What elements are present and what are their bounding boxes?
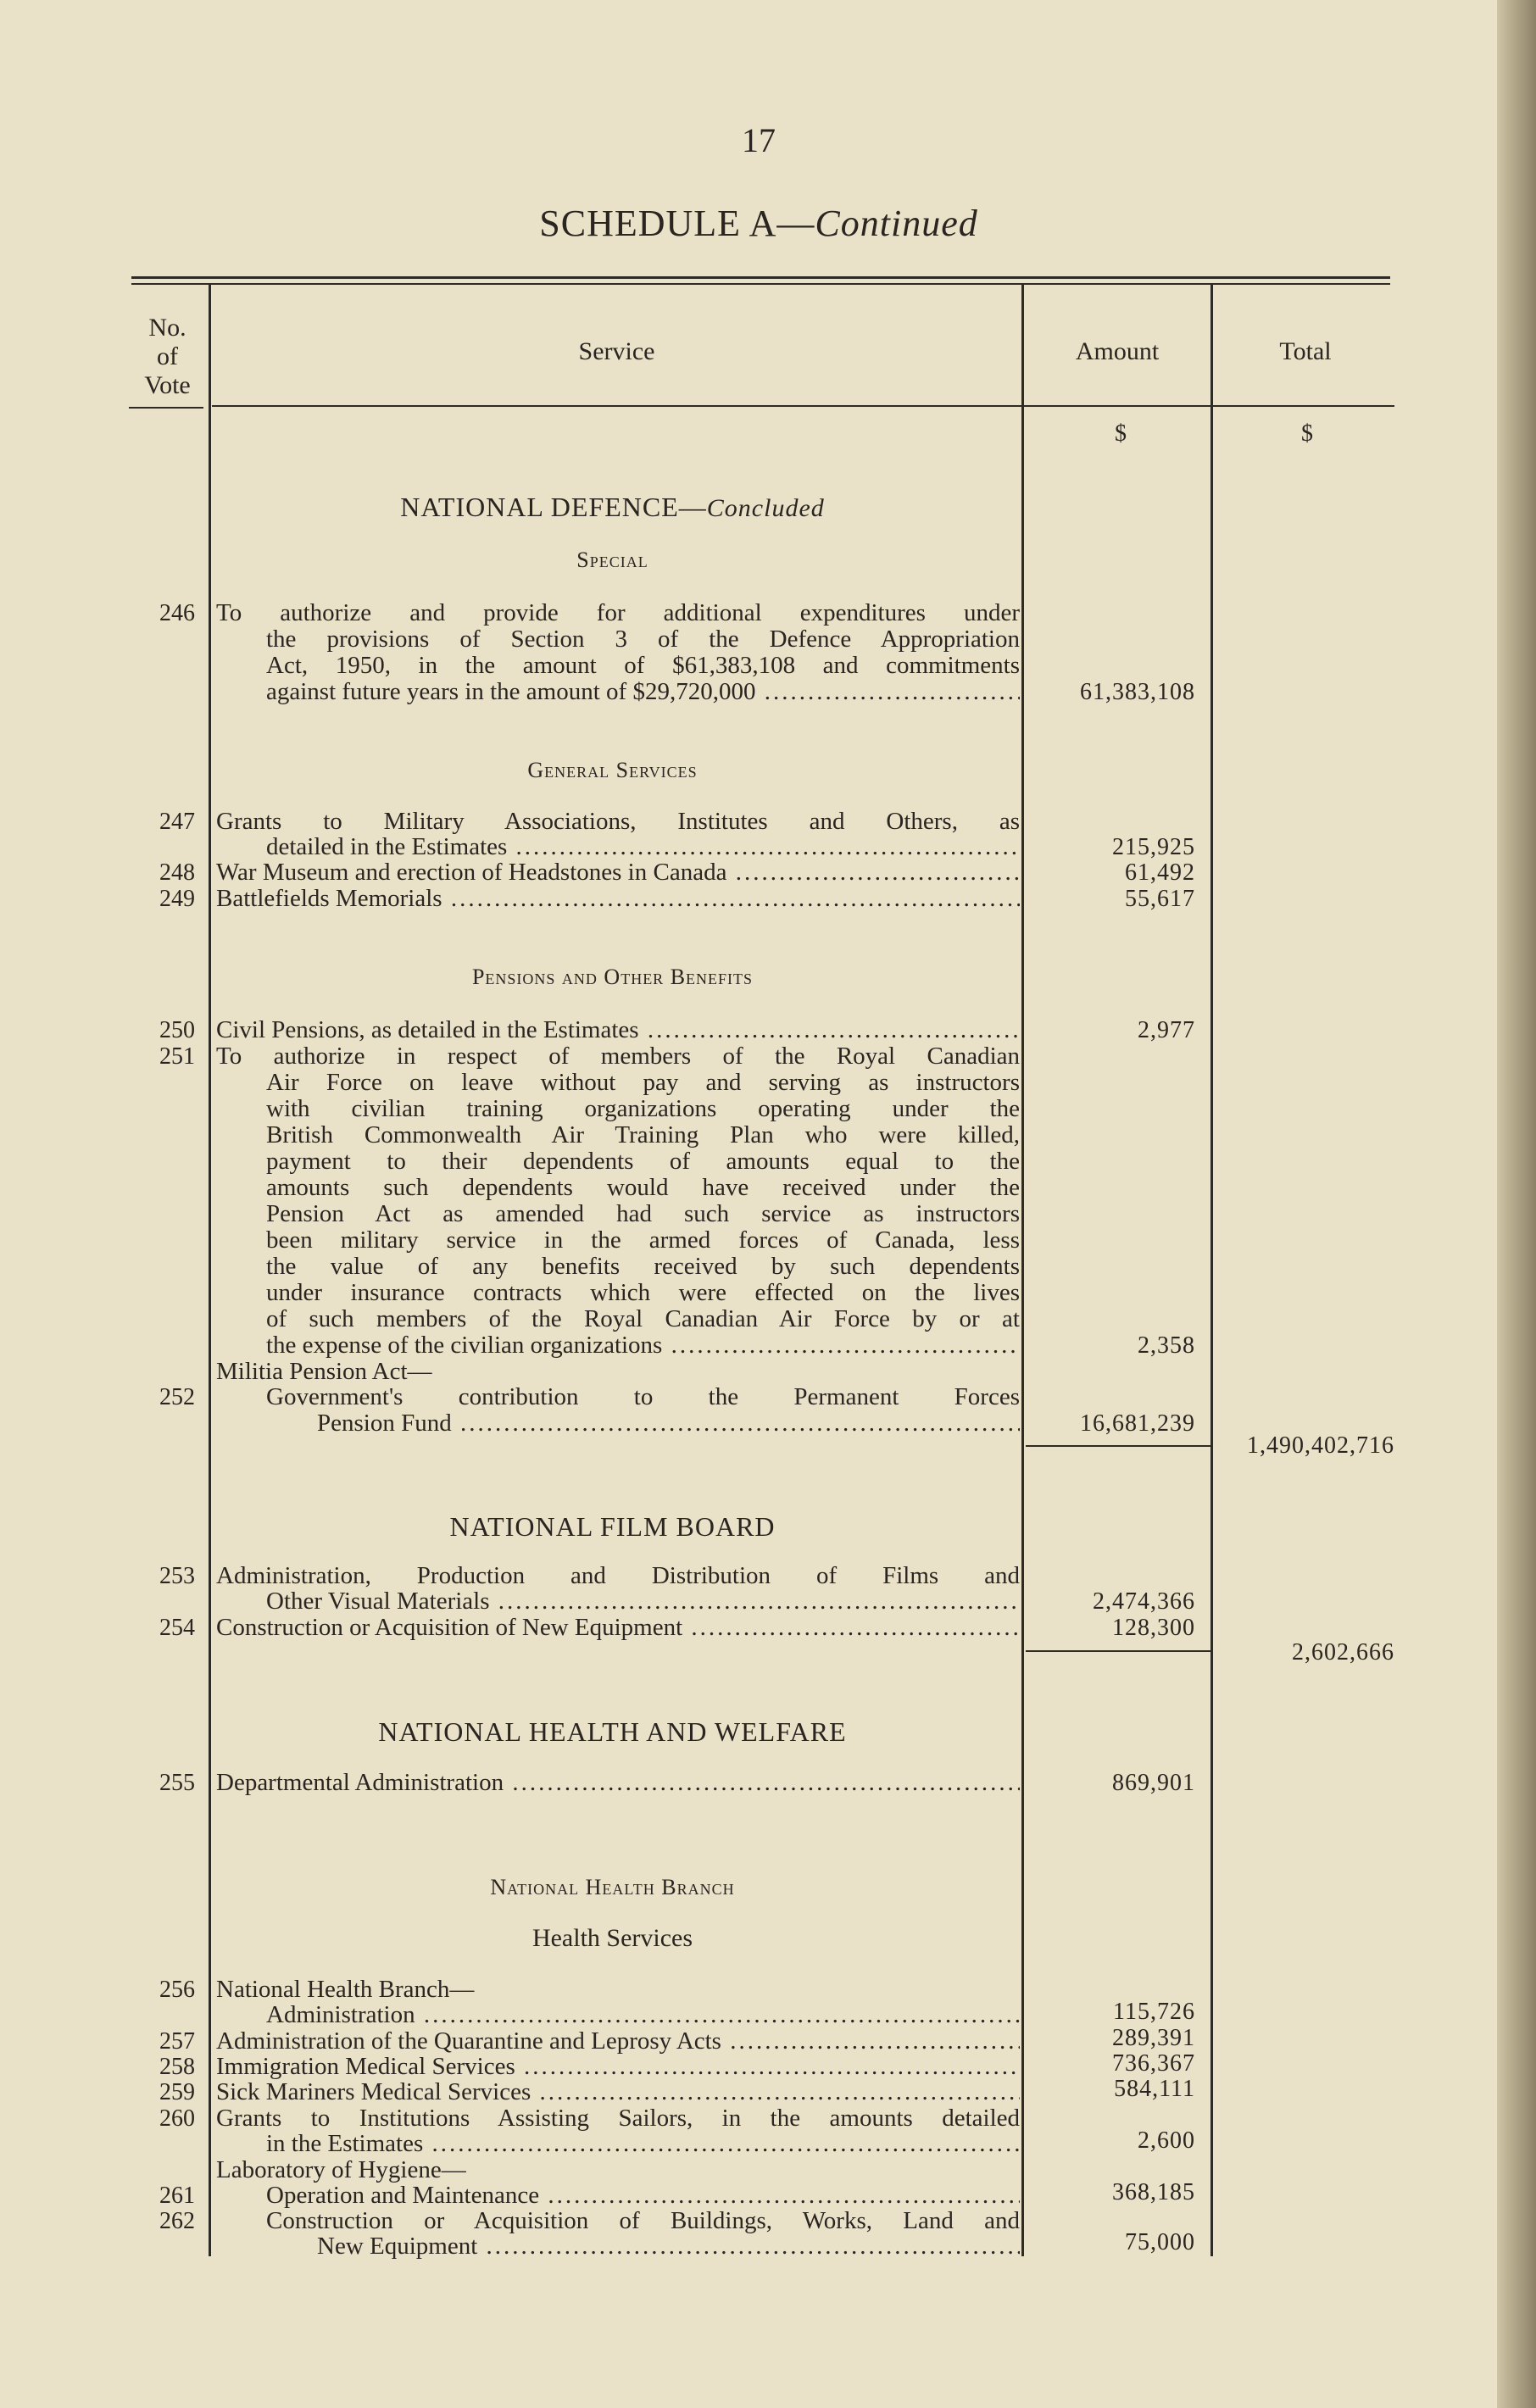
top-rule-thick — [131, 276, 1390, 279]
service-line: detailed in the Estimates ..... — [266, 834, 1020, 860]
service-line: Air Force on leave without pay and serving as instructors — [266, 1070, 1020, 1096]
section-national-health-welfare: NATIONAL HEALTH AND WELFARE — [378, 1716, 847, 1747]
section-national-defence — [203, 492, 1021, 523]
service-line: British Commonwealth Air Training Plan who were killed, — [266, 1122, 1020, 1148]
service-line: National Health Branch— — [216, 1977, 475, 2003]
amount-value: 2,474,366 — [1093, 1588, 1195, 1615]
service-line: in the Estimates ..... — [266, 2131, 1020, 2157]
service-line: against future years in the amount of $29,720,000 ..... — [266, 679, 1020, 705]
service-line: To authorize and provide for additional expenditures under — [216, 600, 1020, 626]
subsection-general-services: General Services — [527, 758, 698, 782]
vote-number: 252 — [159, 1384, 195, 1410]
header-vote — [127, 314, 208, 400]
service-line: the value of any benefits received by such dependents — [266, 1254, 1020, 1280]
vote-number: 246 — [159, 600, 195, 626]
vote-number: 257 — [159, 2028, 195, 2055]
schedule-title — [0, 202, 1517, 245]
total-value: 1,490,402,716 — [1247, 1432, 1394, 1459]
header-vote-line: Vote — [144, 371, 191, 399]
vote-number: 253 — [159, 1563, 195, 1589]
amount-value: 61,383,108 — [1080, 679, 1195, 705]
page-number: 17 — [742, 121, 776, 159]
service-line: amounts such dependents would have received under the — [266, 1175, 1020, 1201]
service-line: New Equipment ..... — [317, 2233, 1020, 2260]
vote-number: 250 — [159, 1017, 195, 1043]
service-line: the expense of the civilian organizations ..... — [266, 1332, 1020, 1359]
column-divider-total — [1210, 285, 1213, 2256]
vote-number: 249 — [159, 886, 195, 912]
amount-value: 289,391 — [1112, 2025, 1195, 2051]
amount-value: 368,185 — [1112, 2179, 1195, 2205]
service-line: Construction or Acquisition of New Equipment ..... — [216, 1615, 1020, 1641]
amount-value: 2,358 — [1138, 1332, 1195, 1359]
amount-value: 75,000 — [1125, 2229, 1195, 2255]
header-rule-main — [212, 405, 1394, 407]
amount-value: 869,901 — [1112, 1770, 1195, 1796]
amount-currency: $ — [1115, 420, 1127, 447]
title-main: SCHEDULE A— — [539, 203, 815, 244]
service-line: Pension Act as amended had such service as instructors — [266, 1201, 1020, 1227]
header-service: Service — [578, 337, 655, 365]
header-amount: Amount — [1075, 337, 1160, 365]
subsection-national-health-branch: National Health Branch — [490, 1875, 735, 1899]
amount-value: 128,300 — [1112, 1615, 1195, 1641]
service-line: Operation and Maintenance ..... — [266, 2183, 1020, 2209]
service-line: payment to their dependents of amounts equal to the — [266, 1148, 1020, 1175]
section-national-film-board: NATIONAL FILM BOARD — [449, 1511, 776, 1542]
header-rule-vote — [129, 407, 203, 409]
service-line: Administration, Production and Distribution of Films and — [216, 1563, 1020, 1589]
service-line: Laboratory of Hygiene— — [216, 2157, 466, 2183]
vote-number: 258 — [159, 2054, 195, 2080]
subtotal-rule — [1026, 1445, 1210, 1447]
service-line: with civilian training organizations operating under the — [266, 1096, 1020, 1122]
service-line: Grants to Institutions Assisting Sailors, in the amounts detailed — [216, 2105, 1020, 2132]
vote-number: 260 — [159, 2105, 195, 2132]
column-divider-amount — [1021, 285, 1024, 2256]
header-total: Total — [1279, 337, 1332, 365]
service-line: under insurance contracts which were effected on the lives — [266, 1280, 1020, 1306]
service-line: To authorize in respect of members of the Royal Canadian — [216, 1043, 1020, 1070]
service-line: Government's contribution to the Permanent Forces — [266, 1384, 1020, 1410]
top-rule-thin — [131, 283, 1390, 285]
total-value: 2,602,666 — [1292, 1639, 1394, 1666]
total-currency: $ — [1301, 420, 1313, 447]
service-line: Other Visual Materials ..... — [266, 1588, 1020, 1615]
service-line: Construction or Acquisition of Buildings, Works, Land and — [266, 2208, 1020, 2234]
service-line: Administration ..... — [266, 2002, 1020, 2028]
subsection-health-services: Health Services — [531, 1924, 693, 1952]
subsection-pensions: Pensions and Other Benefits — [471, 965, 754, 989]
amount-value: 2,977 — [1138, 1017, 1195, 1043]
service-line: Immigration Medical Services ..... — [216, 2054, 1020, 2080]
service-line: Civil Pensions, as detailed in the Estimates ..... — [216, 1017, 1020, 1043]
service-line: War Museum and erection of Headstones in Canada ..... — [216, 859, 1020, 886]
page-edge-shadow — [1497, 0, 1536, 2408]
service-line: been military service in the armed forces of Canada, less — [266, 1227, 1020, 1254]
vote-number: 262 — [159, 2208, 195, 2234]
service-line: Pension Fund ..... — [317, 1410, 1020, 1437]
service-line: Militia Pension Act— — [216, 1359, 432, 1385]
amount-value: 736,367 — [1112, 2050, 1195, 2077]
amount-value: 2,600 — [1138, 2127, 1195, 2154]
amount-value: 215,925 — [1112, 834, 1195, 860]
vote-number: 251 — [159, 1043, 195, 1070]
amount-value: 16,681,239 — [1080, 1410, 1195, 1437]
amount-value: 115,726 — [1113, 1999, 1195, 2025]
amount-value: 61,492 — [1125, 859, 1195, 886]
service-line: Battlefields Memorials ..... — [216, 886, 1020, 912]
service-line: Sick Mariners Medical Services ..... — [216, 2079, 1020, 2105]
service-line: the provisions of Section 3 of the Defence Appropriation — [266, 626, 1020, 653]
vote-number: 259 — [159, 2079, 195, 2105]
service-line: of such members of the Royal Canadian Air Force by or at — [266, 1306, 1020, 1332]
vote-number: 254 — [159, 1615, 195, 1641]
section-concluded: Concluded — [706, 494, 825, 522]
column-divider-vote — [209, 285, 211, 2256]
title-continued: Continued — [815, 203, 978, 244]
subtotal-rule — [1026, 1650, 1210, 1652]
header-vote-line: of — [157, 342, 178, 370]
vote-number: 255 — [159, 1770, 195, 1796]
vote-number: 248 — [159, 859, 195, 886]
service-line: Administration of the Quarantine and Leprosy Acts ..... — [216, 2028, 1020, 2055]
vote-number: 261 — [159, 2183, 195, 2209]
vote-number: 256 — [159, 1977, 195, 2003]
vote-number: 247 — [159, 809, 195, 835]
header-vote-line: No. — [148, 314, 186, 342]
service-line: Act, 1950, in the amount of $61,383,108 and commitments — [266, 653, 1020, 679]
amount-value: 584,111 — [1114, 2076, 1195, 2102]
amount-value: 55,617 — [1125, 886, 1195, 912]
service-line: Grants to Military Associations, Institutes and Others, as — [216, 809, 1020, 835]
service-line: Departmental Administration ..... — [216, 1770, 1020, 1796]
subsection-special: Special — [576, 548, 648, 572]
section-name: NATIONAL DEFENCE— — [400, 492, 707, 522]
